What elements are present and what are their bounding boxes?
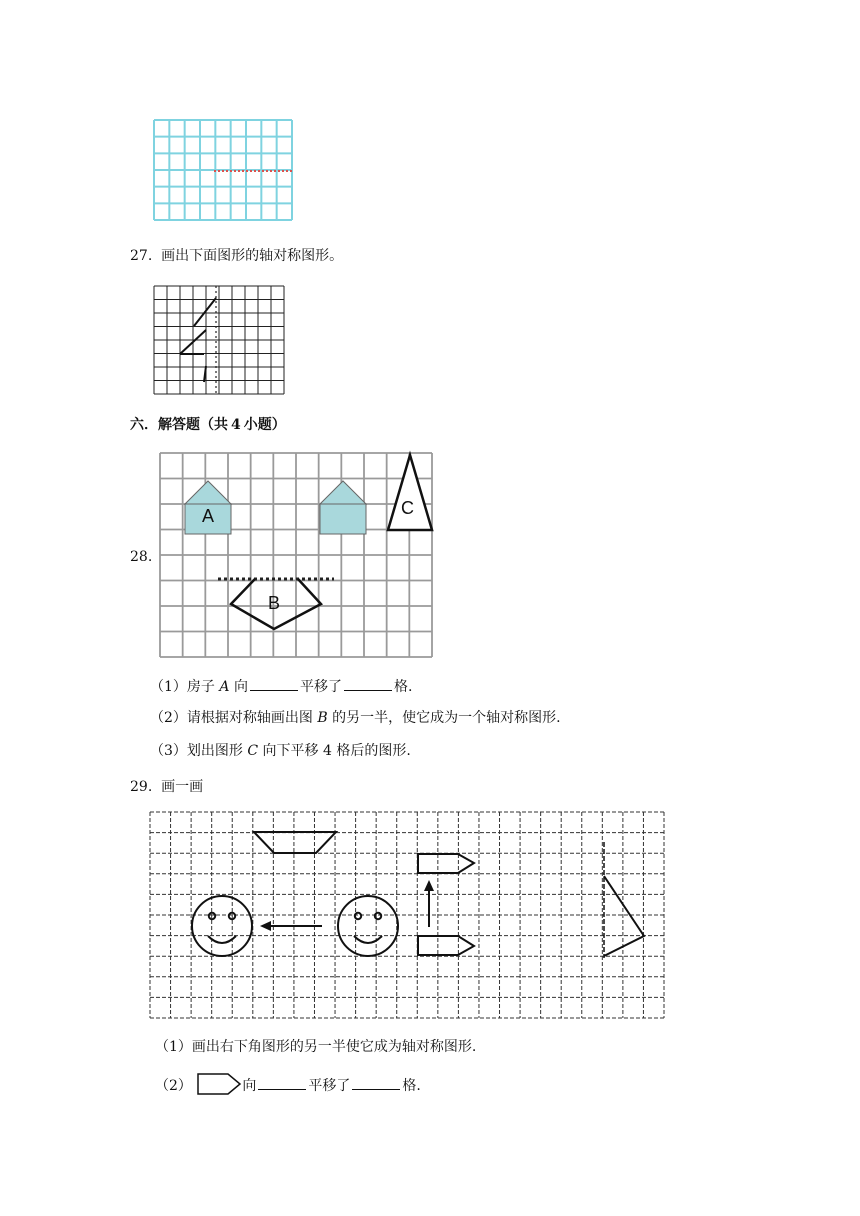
q29-sub1: （1）画出右下角图形的另一半使它成为轴对称图形. xyxy=(155,1039,477,1055)
q28-sub3-num: 4 xyxy=(323,743,332,759)
q28-sub1 xyxy=(150,676,412,697)
q28-sub2 xyxy=(150,708,561,728)
q28-sub2-text-a: （2）请根据对称轴画出图 xyxy=(150,710,313,726)
q29-sub2-blank-count[interactable] xyxy=(352,1075,400,1090)
q28-sub2-text-b: 的另一半，使它成为一个轴对称图形. xyxy=(332,710,561,726)
flag-pentagon-icon xyxy=(196,1072,242,1096)
q28-sub3-var: C xyxy=(247,743,259,759)
q29-question xyxy=(130,777,203,797)
q26-grid-figure xyxy=(154,120,296,222)
q28-sub2-var: B xyxy=(317,710,328,726)
q27-grid-figure xyxy=(154,286,288,396)
q29-grid-figure xyxy=(150,812,666,1020)
q28-sub1-text-c: 平移了 xyxy=(299,679,342,695)
section-6-title xyxy=(130,415,286,435)
q28-sub1-text-b: 向 xyxy=(233,679,248,695)
q29-sub2 xyxy=(155,1074,421,1098)
q28-sub3-text-c: 格后的图形. xyxy=(336,743,411,759)
arrow-left-icon xyxy=(260,921,322,931)
triangle-c xyxy=(388,455,432,530)
q29-sub2-text-b: 向 xyxy=(242,1078,257,1094)
house-a-label: A xyxy=(202,506,215,526)
arrow-up-icon xyxy=(424,880,434,927)
flag-top xyxy=(418,854,474,873)
shape-b-label: B xyxy=(268,593,281,613)
q29-sub2-text-c: 平移了 xyxy=(308,1078,351,1094)
q27-number: 27. xyxy=(130,248,153,264)
house-a xyxy=(185,481,231,534)
q28-sub1-text-d: 格. xyxy=(393,679,413,695)
q27-text: 画出下面图形的轴对称图形。 xyxy=(161,248,344,264)
q28-sub3-text-b: 向下平移 xyxy=(262,743,319,759)
q29-sub2-text-a: （2） xyxy=(155,1078,192,1094)
smiley-right xyxy=(338,896,398,956)
q28-grid-figure xyxy=(160,453,434,659)
q28-sub1-text-a: （1）房子 xyxy=(150,679,215,695)
q28-sub3 xyxy=(150,741,411,761)
trapezoid-shape xyxy=(254,832,336,853)
q28-sub3-text-a: （3）划出图形 xyxy=(150,743,243,759)
section-6-suffix: 小题） xyxy=(243,417,286,433)
section-6-count: 4 xyxy=(231,417,241,433)
half-triangle-shape xyxy=(604,876,644,956)
q28-sub1-blank-count[interactable] xyxy=(344,676,392,691)
q28-sub1-var: A xyxy=(219,679,230,695)
q29-sub2-blank-direction[interactable] xyxy=(258,1075,306,1090)
section-6-prefix: 六．解答题（共 xyxy=(130,417,228,433)
house-translated xyxy=(320,481,366,534)
smiley-left xyxy=(192,896,252,956)
q28-number: 28. xyxy=(130,549,153,565)
q29-text: 画一画 xyxy=(161,779,204,795)
q27-question xyxy=(130,246,343,266)
flag-bottom xyxy=(418,936,474,955)
shape-b-half xyxy=(231,579,321,629)
triangle-c-label: C xyxy=(401,498,414,518)
q29-sub2-text-d: 格. xyxy=(402,1078,421,1094)
q29-number: 29. xyxy=(130,779,153,795)
q28-sub1-blank-direction[interactable] xyxy=(250,676,298,691)
